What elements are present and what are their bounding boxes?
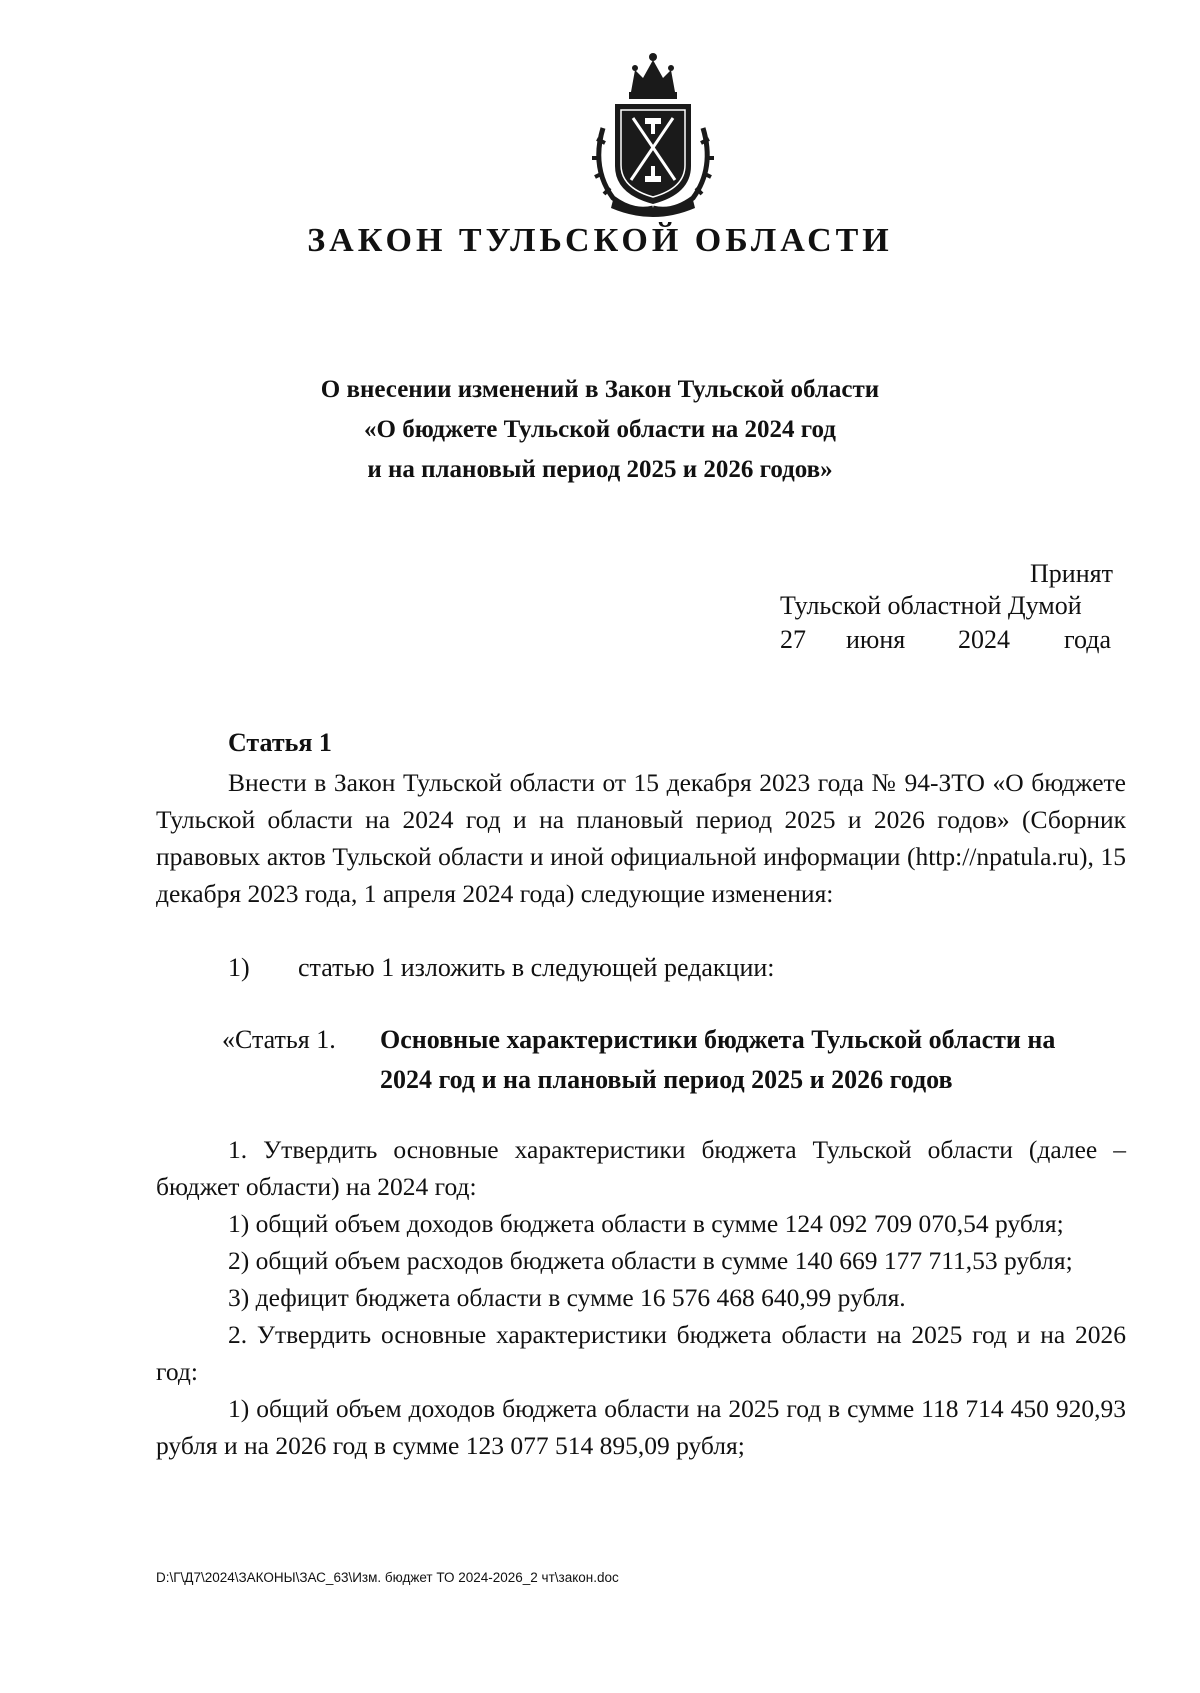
law-title: ЗАКОН ТУЛЬСКОЙ ОБЛАСТИ — [307, 222, 893, 259]
adopted-month: июня — [846, 625, 906, 654]
amendment-item — [228, 950, 775, 986]
adopted-day: 27 — [780, 625, 806, 654]
amendment-item-number: 1) — [228, 953, 250, 982]
adopted-year: 2024 — [958, 625, 1010, 654]
adopted-date — [780, 622, 1120, 658]
paragraph: 2. Утвердить основные характеристики бюджета области на 2025 год и на 2026 год: — [156, 1320, 1126, 1386]
file-path-footer: D:\Г\Д7\2024\ЗАКОНЫ\ЗАС_63\Изм. бюджет ТО 2024-2026_2 чт\закон.doc — [156, 1570, 619, 1585]
subject-line: «О бюджете Тульской области на 2024 год — [364, 416, 836, 443]
quoted-article-body — [156, 1131, 1126, 1464]
paragraph: 1. Утвердить основные характеристики бюджета Тульской области (далее – бюджет области) на 2024 год: — [156, 1135, 1126, 1201]
paragraph: 1) общий объем доходов бюджета области на 2025 год в сумме 118 714 450 920,93 рубля и на 2026 год в сумме 123 077 514 895,09 рубля; — [156, 1394, 1126, 1460]
adopted-year-word: года — [1064, 625, 1112, 654]
paragraph: 2) общий объем расходов бюджета области в сумме 140 669 177 711,53 рубля; — [228, 1246, 1073, 1275]
amendment-item-text: статью 1 изложить в следующей редакции: — [298, 953, 775, 982]
quoted-article-heading — [222, 1020, 1122, 1100]
article-intro-block — [156, 764, 1126, 912]
subject-line: и на плановый период 2025 и 2026 годов» — [367, 456, 833, 483]
tula-region-coat-of-arms-icon — [583, 48, 723, 218]
paragraph: 3) дефицит бюджета области в сумме 16 576 468 640,99 рубля. — [228, 1283, 906, 1312]
quoted-article-title: Основные характеристики бюджета Тульской области на 2024 год и на плановый период 2025 и 2026 годов — [380, 1025, 1056, 1094]
subject-line: О внесении изменений в Закон Тульской области — [320, 376, 880, 403]
adopted-label: Принят — [1030, 559, 1113, 588]
article-heading: Статья 1 — [228, 728, 332, 757]
article-intro: Внести в Закон Тульской области от 15 декабря 2023 года № 94-ЗТО «О бюджете Тульской области на 2024 год и на плановый период 2025 и 2026 годов» (Сборник правовых актов Тульской области и иной официальной информации (http://npatula.ru), 15 декабря 2023 года, 1 апреля 2024 года) следующие изменения: — [156, 768, 1126, 908]
adopted-by: Тульской областной Думой — [780, 591, 1082, 620]
quoted-article-label: «Статья 1. — [222, 1025, 336, 1054]
law-subject — [0, 370, 1200, 490]
paragraph: 1) общий объем доходов бюджета области в сумме 124 092 709 070,54 рубля; — [228, 1209, 1064, 1238]
